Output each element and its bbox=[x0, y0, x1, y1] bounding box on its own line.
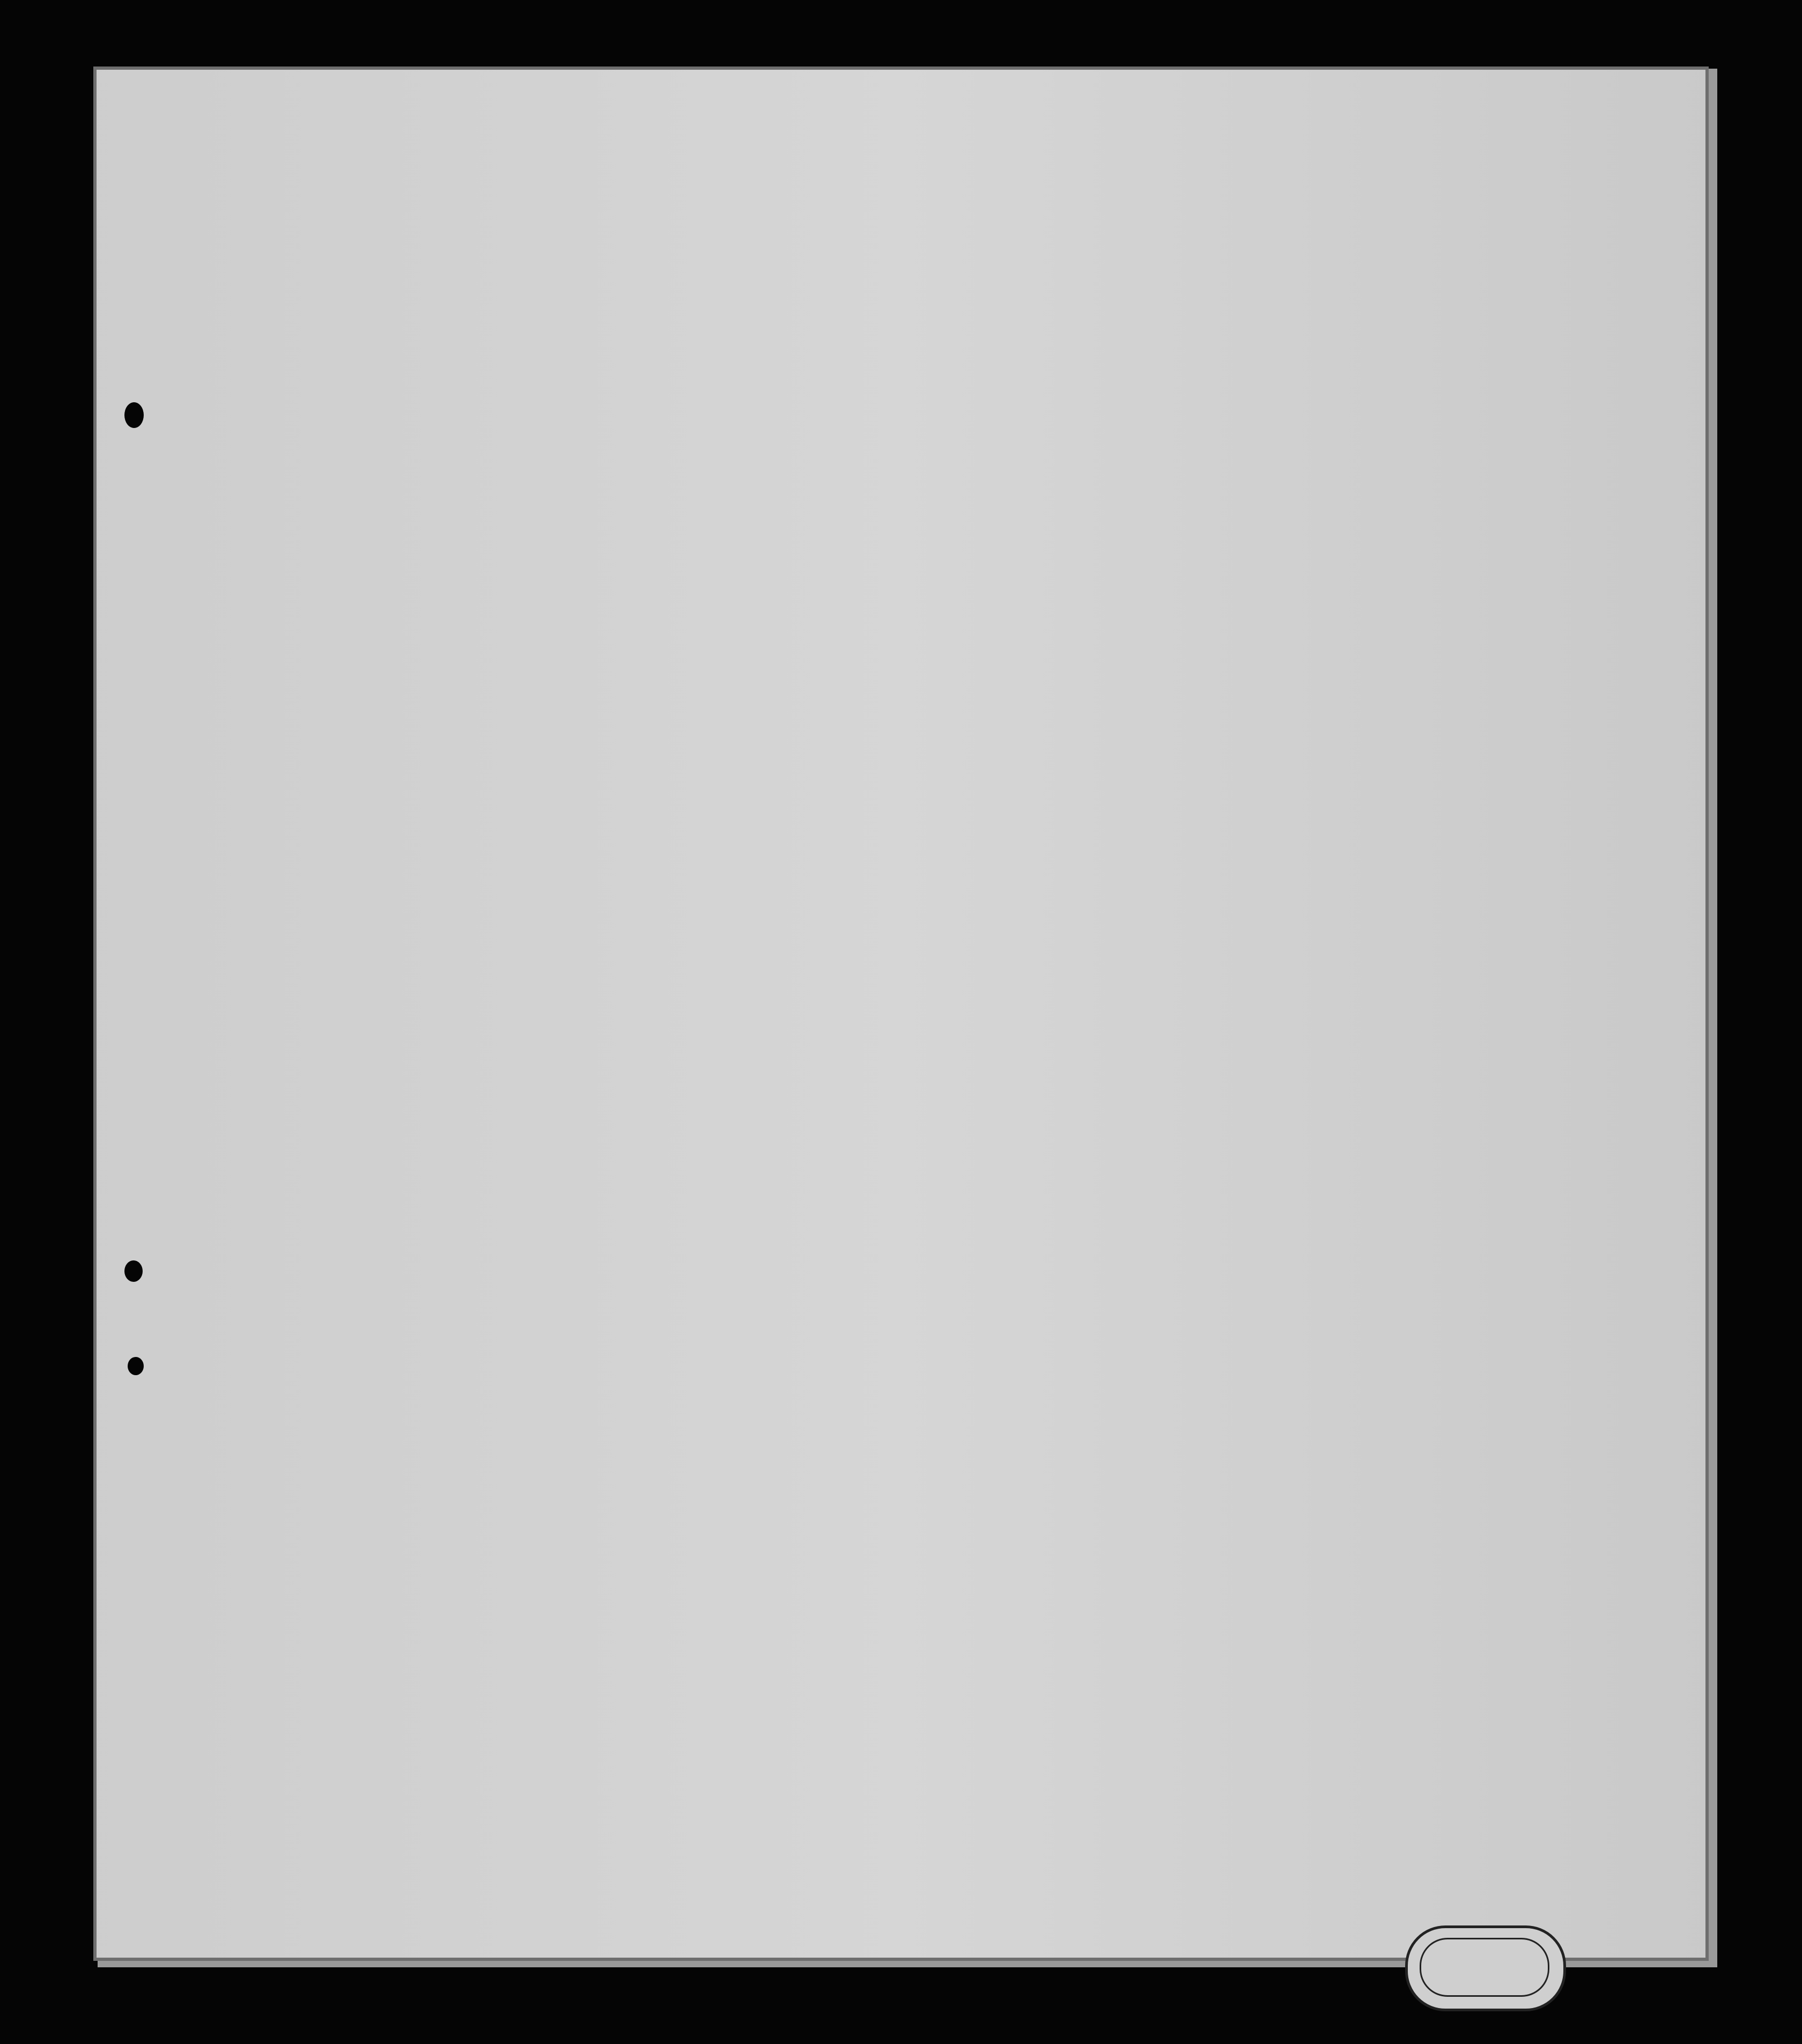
col-position-header bbox=[606, 318, 810, 350]
col-paid-header bbox=[992, 318, 1105, 330]
punch-hole bbox=[124, 402, 144, 428]
punch-hole bbox=[128, 1357, 144, 1375]
stamp-inner-ring bbox=[1420, 1938, 1549, 1997]
col-no-header bbox=[177, 318, 220, 328]
office-stamp bbox=[1405, 1925, 1566, 2011]
punch-hole bbox=[124, 1260, 143, 1282]
col-height-header bbox=[1389, 318, 1443, 350]
table-grid bbox=[97, 70, 1705, 1958]
col-sex-header bbox=[1148, 318, 1196, 350]
col-nationality-header bbox=[1287, 318, 1389, 350]
col-age-header bbox=[1105, 318, 1148, 350]
col-race-header bbox=[1196, 318, 1287, 350]
col-name-header bbox=[220, 318, 606, 329]
col-marks-header bbox=[1491, 318, 1663, 348]
manifest-sheet bbox=[97, 70, 1705, 1958]
col-weight-header bbox=[1443, 318, 1491, 350]
col-shipped-header bbox=[810, 318, 992, 329]
